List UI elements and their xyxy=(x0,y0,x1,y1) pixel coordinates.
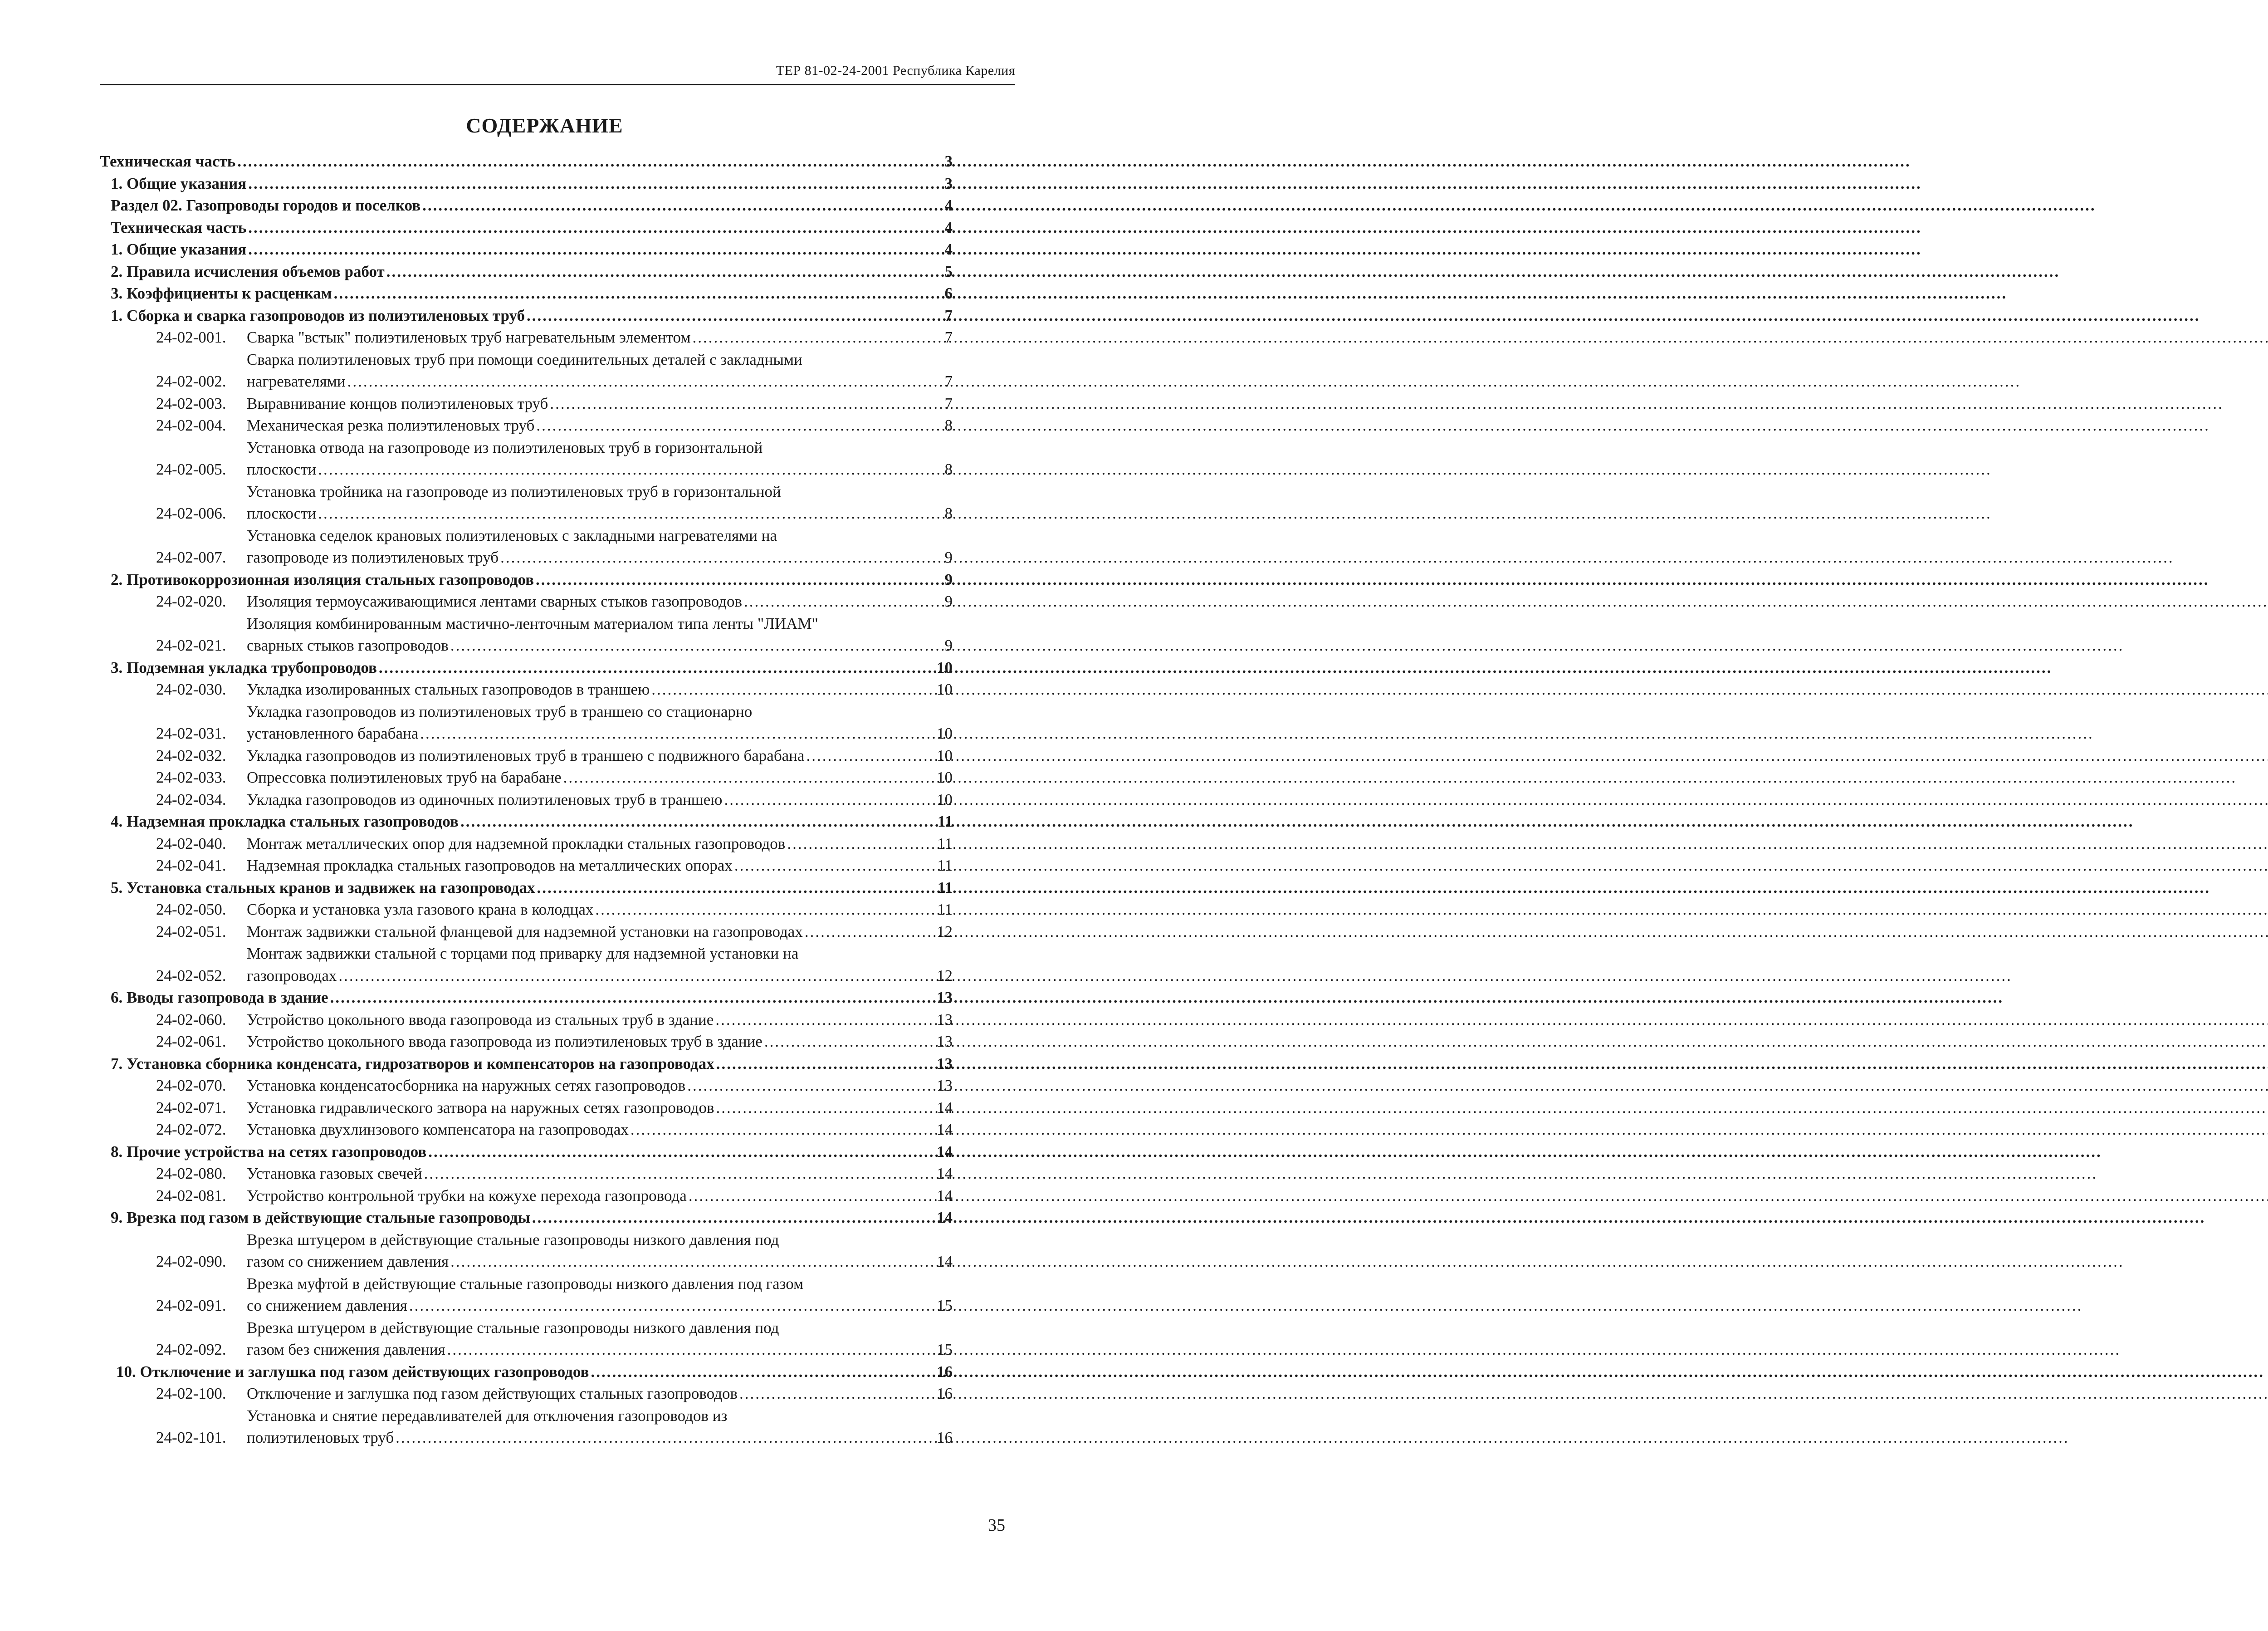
toc-entry[interactable] xyxy=(100,569,953,591)
toc-entry-code: 24-02-051. xyxy=(156,922,226,940)
dot-leader xyxy=(527,305,939,327)
toc-entry-title: 3. Подземная укладка трубопроводов xyxy=(111,658,377,676)
toc-entry-page: 12 xyxy=(937,966,953,984)
dot-leader xyxy=(347,371,939,393)
toc-entry-code: 24-02-003. xyxy=(156,394,226,412)
dot-leader xyxy=(716,1053,935,1075)
toc-entry-title: Устройство цокольного ввода газопровода из стальных труб в здание xyxy=(247,1010,714,1029)
toc-entry-title: Устройство контрольной трубки на кожухе перехода газопровода xyxy=(247,1186,687,1205)
toc-entry-title-continued: газопроводе из полиэтиленовых труб xyxy=(247,549,499,566)
toc-entry[interactable] xyxy=(100,1053,953,1075)
toc-entry-page: 11 xyxy=(937,813,953,830)
toc-entry-title: 1. Общие указания xyxy=(111,240,247,258)
toc-entry-page: 10 xyxy=(937,681,953,698)
toc-entry-code: 24-02-092. xyxy=(156,1341,226,1358)
toc-entry-page: 8 xyxy=(944,504,953,522)
toc-entry[interactable] xyxy=(100,899,953,921)
toc-entry[interactable] xyxy=(100,745,953,767)
toc-entry-title: Механическая резка полиэтиленовых труб xyxy=(247,416,535,434)
toc-entry[interactable] xyxy=(100,1141,953,1163)
toc-entry-page: 14 xyxy=(937,1142,953,1161)
toc-entry-code: 24-02-101. xyxy=(156,1429,226,1446)
toc-entry-title: Устройство цокольного ввода газопровода из полиэтиленовых труб в здание xyxy=(247,1033,763,1050)
dot-leader xyxy=(248,217,939,239)
toc-entry-title: 1. Сборка и сварка газопроводов из полиэтиленовых труб xyxy=(111,306,525,324)
toc-entry-code: 24-02-020. xyxy=(156,593,226,610)
toc-entry-page: 15 xyxy=(937,1341,953,1358)
toc-entry-title: Сварка "встык" полиэтиленовых труб нагревательным элементом xyxy=(247,328,691,346)
toc-entry-title: Надземная прокладка стальных газопроводов на металлических опорах xyxy=(247,857,733,874)
toc-entry-page: 12 xyxy=(937,922,953,940)
toc-entry-page: 14 xyxy=(937,1209,953,1226)
dot-leader xyxy=(716,1097,935,1119)
toc-entry-title: Установка гидравлического затвора на наружных сетях газопроводов xyxy=(247,1098,714,1117)
toc-entry[interactable] xyxy=(100,1229,953,1273)
page-title: СОДЕРЖАНИЕ xyxy=(466,114,623,137)
dot-leader xyxy=(450,1251,935,1273)
table-of-contents xyxy=(100,151,953,1449)
toc-entry-title-continued: газом без снижения давления xyxy=(247,1341,445,1358)
toc-entry-title-continued: установленного барабана xyxy=(247,725,419,742)
toc-entry-page: 14 xyxy=(937,1098,953,1117)
page-header xyxy=(100,61,1015,85)
toc-entry-page: 16 xyxy=(937,1429,953,1446)
toc-entry-page: 10 xyxy=(937,746,953,764)
toc-entry-page: 16 xyxy=(937,1362,953,1381)
toc-entry[interactable] xyxy=(100,855,953,877)
toc-entry-page: 10 xyxy=(937,790,953,808)
toc-entry-title: Монтаж задвижки стальной с торцами под приварку для надземной установки на xyxy=(247,945,799,962)
toc-entry[interactable] xyxy=(100,1207,953,1229)
toc-entry[interactable] xyxy=(100,1383,953,1405)
dot-leader xyxy=(409,1295,935,1317)
toc-entry-code: 24-02-031. xyxy=(156,725,226,742)
toc-entry[interactable] xyxy=(100,327,953,349)
toc-entry-title-continued: полиэтиленовых труб xyxy=(247,1429,394,1446)
toc-entry[interactable] xyxy=(100,921,953,943)
dot-leader xyxy=(805,921,935,943)
toc-entry-title: 7. Установка сборника конденсата, гидрозатворов и компенсаторов на газопроводах xyxy=(111,1054,714,1073)
toc-entry-code: 24-02-070. xyxy=(156,1077,226,1094)
dot-leader xyxy=(447,1339,935,1361)
dot-leader xyxy=(420,723,935,745)
toc-entry-title: Монтаж металлических опор для надземной прокладки стальных газопроводов xyxy=(247,834,786,852)
toc-entry[interactable] xyxy=(100,1009,953,1031)
toc-entry-title-continued: со снижением давления xyxy=(247,1297,407,1314)
toc-entry-title: Раздел 02. Газопроводы городов и поселков xyxy=(111,196,421,214)
dot-leader xyxy=(536,415,939,437)
toc-entry-title: Установка тройника на газопроводе из полиэтиленовых труб в горизонтальной xyxy=(247,482,781,500)
toc-entry-page: 14 xyxy=(937,1186,953,1205)
toc-entry-title: Отключение и заглушка под газом действующих стальных газопроводов xyxy=(247,1385,738,1402)
toc-entry-title: Укладка газопроводов из одиночных полиэтиленовых труб в траншею xyxy=(247,790,723,808)
toc-entry-page: 14 xyxy=(937,1121,953,1138)
dot-leader xyxy=(428,1141,935,1163)
toc-entry-code: 24-02-060. xyxy=(156,1010,226,1029)
toc-entry-code: 24-02-072. xyxy=(156,1121,226,1138)
dot-leader xyxy=(318,459,939,481)
dot-leader xyxy=(689,1185,935,1207)
toc-entry-code: 24-02-090. xyxy=(156,1253,226,1270)
toc-entry[interactable] xyxy=(100,987,953,1009)
toc-entry-page: 9 xyxy=(944,549,953,566)
dot-leader xyxy=(595,899,935,921)
toc-entry-title: 1. Общие указания xyxy=(111,174,247,192)
toc-entry-page: 10 xyxy=(937,769,953,786)
toc-entry-code: 24-02-040. xyxy=(156,834,226,852)
dot-leader xyxy=(334,283,939,305)
toc-entry-page: 9 xyxy=(944,637,953,654)
toc-entry-page: 14 xyxy=(937,1165,953,1182)
toc-entry-title: Установка седелок крановых полиэтиленовых с закладными нагревателями на xyxy=(247,526,777,544)
toc-entry-title: 2. Правила исчисления объемов работ xyxy=(111,262,385,280)
toc-entry[interactable] xyxy=(100,1031,953,1053)
dot-leader xyxy=(734,855,935,877)
dot-leader xyxy=(237,151,939,173)
dot-leader xyxy=(450,635,939,657)
toc-entry-title: Укладка изолированных стальных газопроводов в траншею xyxy=(247,681,650,698)
toc-entry[interactable] xyxy=(100,789,953,811)
toc-entry[interactable] xyxy=(100,481,953,525)
toc-entry-title: Техническая часть xyxy=(111,218,247,236)
toc-entry-page: 8 xyxy=(944,416,953,434)
toc-entry[interactable] xyxy=(100,525,953,569)
toc-entry-title: Укладка газопроводов из полиэтиленовых труб в траншею со стационарно xyxy=(247,702,753,720)
toc-entry[interactable] xyxy=(100,1097,953,1119)
toc-entry-code: 24-02-052. xyxy=(156,966,226,984)
toc-entry-page: 13 xyxy=(937,989,953,1006)
toc-entry-page: 10 xyxy=(937,725,953,742)
toc-entry-page: 4 xyxy=(944,196,953,214)
toc-entry-page: 13 xyxy=(937,1033,953,1050)
dot-leader xyxy=(500,547,939,569)
page-number: 35 xyxy=(988,1516,1005,1535)
dot-leader xyxy=(422,195,939,217)
toc-entry[interactable] xyxy=(100,833,953,855)
dot-leader xyxy=(806,745,935,767)
toc-entry-page: 3 xyxy=(944,152,953,170)
toc-entry-page: 7 xyxy=(944,306,953,324)
toc-entry-code: 24-02-002. xyxy=(156,372,226,390)
dot-leader xyxy=(532,1207,935,1229)
toc-entry-title: Врезка штуцером в действующие стальные газопроводы низкого давления под xyxy=(247,1230,779,1249)
toc-entry-page: 7 xyxy=(944,394,953,412)
toc-entry-title: Врезка штуцером в действующие стальные газопроводы низкого давления под xyxy=(247,1318,779,1337)
dot-leader xyxy=(739,1383,935,1405)
toc-entry-page: 6 xyxy=(944,284,953,302)
toc-entry[interactable] xyxy=(100,415,953,437)
toc-entry[interactable] xyxy=(100,657,953,679)
toc-entry-code: 24-02-080. xyxy=(156,1165,226,1182)
toc-entry-code: 24-02-100. xyxy=(156,1385,226,1402)
toc-entry-code: 24-02-004. xyxy=(156,416,226,434)
toc-entry[interactable] xyxy=(100,261,953,283)
toc-entry-code: 24-02-071. xyxy=(156,1098,226,1117)
toc-entry-page: 8 xyxy=(944,460,953,478)
dot-leader xyxy=(764,1031,935,1053)
dot-leader xyxy=(687,1075,935,1097)
toc-entry-title: 3. Коэффициенты к расценкам xyxy=(111,284,332,302)
toc-entry-title-continued: газом со снижением давления xyxy=(247,1253,449,1270)
toc-entry-page: 13 xyxy=(937,1077,953,1094)
toc-entry-code: 24-02-030. xyxy=(156,681,226,698)
toc-entry[interactable] xyxy=(100,767,953,789)
toc-entry-title: Установка конденсатосборника на наружных сетях газопроводов xyxy=(247,1077,686,1094)
toc-entry[interactable] xyxy=(100,1361,953,1383)
dot-leader xyxy=(591,1361,935,1383)
dot-leader xyxy=(651,679,935,701)
dot-leader xyxy=(330,987,935,1009)
toc-entry-title: Монтаж задвижки стальной фланцевой для надземной установки на газопроводах xyxy=(247,922,803,940)
toc-entry-title: Врезка муфтой в действующие стальные газопроводы низкого давления под газом xyxy=(247,1274,804,1293)
toc-entry-title-continued: газопроводах xyxy=(247,966,337,984)
toc-entry[interactable] xyxy=(100,305,953,327)
toc-entry-page: 16 xyxy=(937,1385,953,1402)
toc-entry-code: 24-02-041. xyxy=(156,857,226,874)
toc-entry-page: 7 xyxy=(944,372,953,390)
toc-entry-page: 10 xyxy=(937,658,953,676)
toc-entry-page: 5 xyxy=(944,262,953,280)
toc-entry-title-continued: сварных стыков газопроводов xyxy=(247,637,449,654)
dot-leader xyxy=(631,1119,935,1141)
toc-entry[interactable] xyxy=(100,239,953,261)
toc-entry[interactable] xyxy=(100,613,953,657)
toc-entry-page: 4 xyxy=(944,240,953,258)
toc-entry[interactable] xyxy=(100,283,953,305)
toc-entry[interactable] xyxy=(100,437,953,481)
dot-leader xyxy=(248,239,939,261)
toc-entry-title: Опрессовка полиэтиленовых труб на барабане xyxy=(247,769,562,786)
toc-entry-title: 4. Надземная прокладка стальных газопроводов xyxy=(111,813,459,830)
toc-entry-title-continued: плоскости xyxy=(247,460,317,478)
toc-entry-page: 9 xyxy=(944,593,953,610)
toc-entry[interactable] xyxy=(100,1273,953,1317)
toc-entry[interactable] xyxy=(100,1075,953,1097)
toc-entry[interactable] xyxy=(100,393,953,415)
toc-entry-title: Техническая часть xyxy=(100,152,236,170)
toc-entry-page: 13 xyxy=(937,1010,953,1029)
toc-entry[interactable] xyxy=(100,1163,953,1185)
toc-entry-page: 9 xyxy=(944,570,953,588)
dot-leader xyxy=(563,767,935,789)
toc-entry-code: 24-02-006. xyxy=(156,504,226,522)
toc-entry-page: 14 xyxy=(937,1253,953,1270)
dot-leader xyxy=(396,1427,935,1449)
dot-leader xyxy=(744,591,939,613)
toc-entry-code: 24-02-021. xyxy=(156,637,226,654)
toc-entry-title: Сварка полиэтиленовых труб при помощи соединительных деталей с закладными xyxy=(247,350,802,368)
toc-entry-page: 11 xyxy=(937,857,953,874)
toc-entry-code: 24-02-007. xyxy=(156,549,226,566)
dot-leader xyxy=(787,833,935,855)
dot-leader xyxy=(248,173,939,195)
toc-entry-code: 24-02-061. xyxy=(156,1033,226,1050)
toc-entry-code: 24-02-091. xyxy=(156,1297,226,1314)
toc-entry-title: Установка двухлинзового компенсатора на газопроводах xyxy=(247,1121,629,1138)
toc-entry[interactable] xyxy=(100,877,953,899)
toc-entry-code: 24-02-033. xyxy=(156,769,226,786)
toc-entry-title-continued: плоскости xyxy=(247,504,317,522)
dot-leader xyxy=(386,261,939,283)
toc-entry[interactable] xyxy=(100,943,953,987)
toc-entry-code: 24-02-001. xyxy=(156,328,226,346)
toc-entry-title: Выравнивание концов полиэтиленовых труб xyxy=(247,394,548,412)
dot-leader xyxy=(550,393,939,415)
toc-entry[interactable] xyxy=(100,679,953,701)
dot-leader xyxy=(318,503,939,525)
toc-entry[interactable] xyxy=(100,151,953,173)
dot-leader xyxy=(460,811,936,833)
toc-entry-title: Изоляция термоусаживающимися лентами сварных стыков газопроводов xyxy=(247,593,742,610)
dot-leader xyxy=(424,1163,935,1185)
toc-entry[interactable] xyxy=(100,1119,953,1141)
dot-leader xyxy=(536,569,939,591)
dot-leader xyxy=(724,789,935,811)
toc-entry-title: Установка и снятие передавливателей для отключения газопроводов из xyxy=(247,1406,728,1425)
toc-entry-page: 13 xyxy=(937,1054,953,1073)
toc-entry-title: 6. Вводы газопровода в здание xyxy=(111,989,328,1006)
toc-entry-code: 24-02-034. xyxy=(156,790,226,808)
toc-entry[interactable] xyxy=(100,1405,953,1449)
toc-entry[interactable] xyxy=(100,195,953,217)
toc-entry-page: 7 xyxy=(944,328,953,346)
header-text: ТЕР 81-02-24-2001 Республика Карелия xyxy=(776,63,1015,78)
dot-leader xyxy=(692,327,939,349)
toc-entry-title: Установка газовых свечей xyxy=(247,1165,422,1182)
toc-entry-title: 10. Отключение и заглушка под газом действующих газопроводов xyxy=(116,1362,589,1381)
toc-entry-page: 4 xyxy=(944,218,953,236)
toc-entry[interactable] xyxy=(100,701,953,745)
toc-entry-code: 24-02-005. xyxy=(156,460,226,478)
toc-entry-page: 3 xyxy=(944,174,953,192)
toc-entry[interactable] xyxy=(100,811,953,833)
toc-entry-code: 24-02-050. xyxy=(156,901,226,918)
toc-entry-page: 11 xyxy=(937,901,953,918)
toc-entry[interactable] xyxy=(100,591,953,613)
dot-leader xyxy=(537,877,935,899)
toc-entry[interactable] xyxy=(100,217,953,239)
toc-entry[interactable] xyxy=(100,1185,953,1207)
toc-entry-code: 24-02-081. xyxy=(156,1186,226,1205)
toc-entry[interactable] xyxy=(100,173,953,195)
toc-entry-title: 8. Прочие устройства на сетях газопроводов xyxy=(111,1142,427,1161)
toc-entry-title: 5. Установка стальных кранов и задвижек на газопроводах xyxy=(111,878,535,896)
toc-entry-title: 9. Врезка под газом в действующие стальные газопроводы xyxy=(111,1209,530,1226)
toc-entry-page: 11 xyxy=(937,878,953,896)
toc-entry-title: Укладка газопроводов из полиэтиленовых труб в траншею с подвижного барабана xyxy=(247,746,805,764)
toc-entry-code: 24-02-032. xyxy=(156,746,226,764)
toc-entry-title: Изоляция комбинированным мастично-ленточным материалом типа ленты "ЛИАМ" xyxy=(247,614,818,632)
toc-entry-page: 11 xyxy=(937,834,953,852)
toc-entry-page: 15 xyxy=(937,1297,953,1314)
toc-entry-title: Сборка и установка узла газового крана в колодцах xyxy=(247,901,594,918)
dot-leader xyxy=(715,1009,935,1031)
dot-leader xyxy=(338,965,935,987)
toc-entry-title: 2. Противокоррозионная изоляция стальных газопроводов xyxy=(111,570,534,588)
toc-entry[interactable] xyxy=(100,1317,953,1361)
dot-leader xyxy=(379,657,935,679)
toc-entry[interactable] xyxy=(100,349,953,393)
toc-entry-title: Установка отвода на газопроводе из полиэтиленовых труб в горизонтальной xyxy=(247,438,763,456)
toc-entry-title-continued: нагревателями xyxy=(247,372,346,390)
